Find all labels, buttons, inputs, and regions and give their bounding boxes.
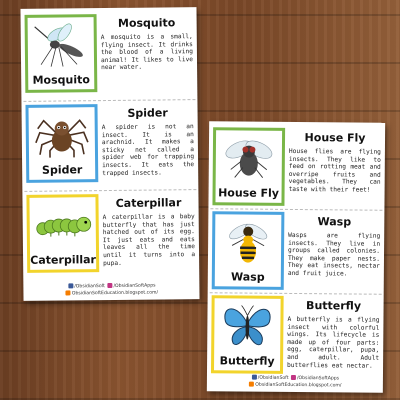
footer-facebook-handle: /ObsidianSoft [74,284,105,290]
sheet-footer [207,374,383,390]
card-title: Spider [127,106,168,120]
butterfly-icon [217,301,277,350]
picture-frame [212,211,285,290]
picture-frame [211,295,284,374]
card-butterfly [211,295,380,374]
mosquito-icon [31,20,91,69]
card-description: Wasps are flying insects. They live in groups called colonies. They make paper nests. They eat insects, nectar and fruit juice. [287,231,381,278]
blogger-icon [66,290,71,295]
card-name: House Fly [218,186,280,200]
wasp-icon [218,217,278,266]
footer-facebook-handle: /ObsidianSoft [257,375,289,381]
flashcard-sheet-right [207,121,385,393]
facebook-icon [68,283,73,288]
instagram-icon [291,375,296,380]
card-description: A spider is not an insect. It is an arachnid. It makes a sticky net called a spider web for trapping insects. It eats the trapped insects. [101,123,195,177]
footer-blog-url: ObsidianSoftEducation.blogspot.com/ [71,290,159,297]
cut-line [210,292,382,295]
card-name: Caterpillar [30,253,97,267]
card-mosquito [25,13,194,97]
card-name: Spider [41,163,83,177]
picture-frame [26,194,99,273]
footer-instagram-handle: /ObsidianSoftApps [113,283,156,289]
card-description: A butterfly is a flying insect with colorful wings. Its lifecycle is made up of four parts: egg, caterpillar, pupa, and adult. Adult butterflies eat nectar. [287,315,380,370]
caterpillar-icon [32,200,92,249]
cut-line [24,189,196,192]
card-description: House flies are flying insects. They like to feed on rotting meat and overripe fruits and vegetables. They can taste with their feet! [288,147,381,194]
card-description: A caterpillar is a baby butterfly that has just hatched out of its egg. It just eats and eats leaves all the time until it turns into a pupa. [102,213,196,267]
card-name: Wasp [230,270,265,284]
picture-frame [25,14,98,93]
card-title: Mosquito [117,16,176,30]
facebook-icon [252,375,257,380]
card-title: House Fly [304,131,366,145]
blogger-icon [249,382,254,387]
picture-frame [212,127,285,206]
card-title: Wasp [317,215,352,229]
picture-frame [25,104,98,183]
card-house-fly [212,127,381,206]
card-title: Caterpillar [115,196,182,210]
card-name: Butterfly [219,354,275,368]
card-spider [25,103,194,187]
card-wasp [212,211,381,290]
sheet-footer [23,282,199,298]
card-description: A mosquito is a small, flying insect. It drinks the blood of a living animal! It likes to live near water. [100,33,194,72]
footer-instagram-handle: /ObsidianSoftApps [296,376,340,382]
spider-icon [32,110,92,159]
instagram-icon [107,283,112,288]
cut-line [23,99,195,102]
card-caterpillar [26,193,195,277]
card-title: Butterfly [306,299,362,313]
card-name: Mosquito [32,73,90,87]
house-fly-icon [219,133,279,182]
footer-blog-url: ObsidianSoftEducation.blogspot.com/ [255,382,342,389]
cut-line [210,208,382,211]
flashcard-sheet-left [20,7,199,301]
